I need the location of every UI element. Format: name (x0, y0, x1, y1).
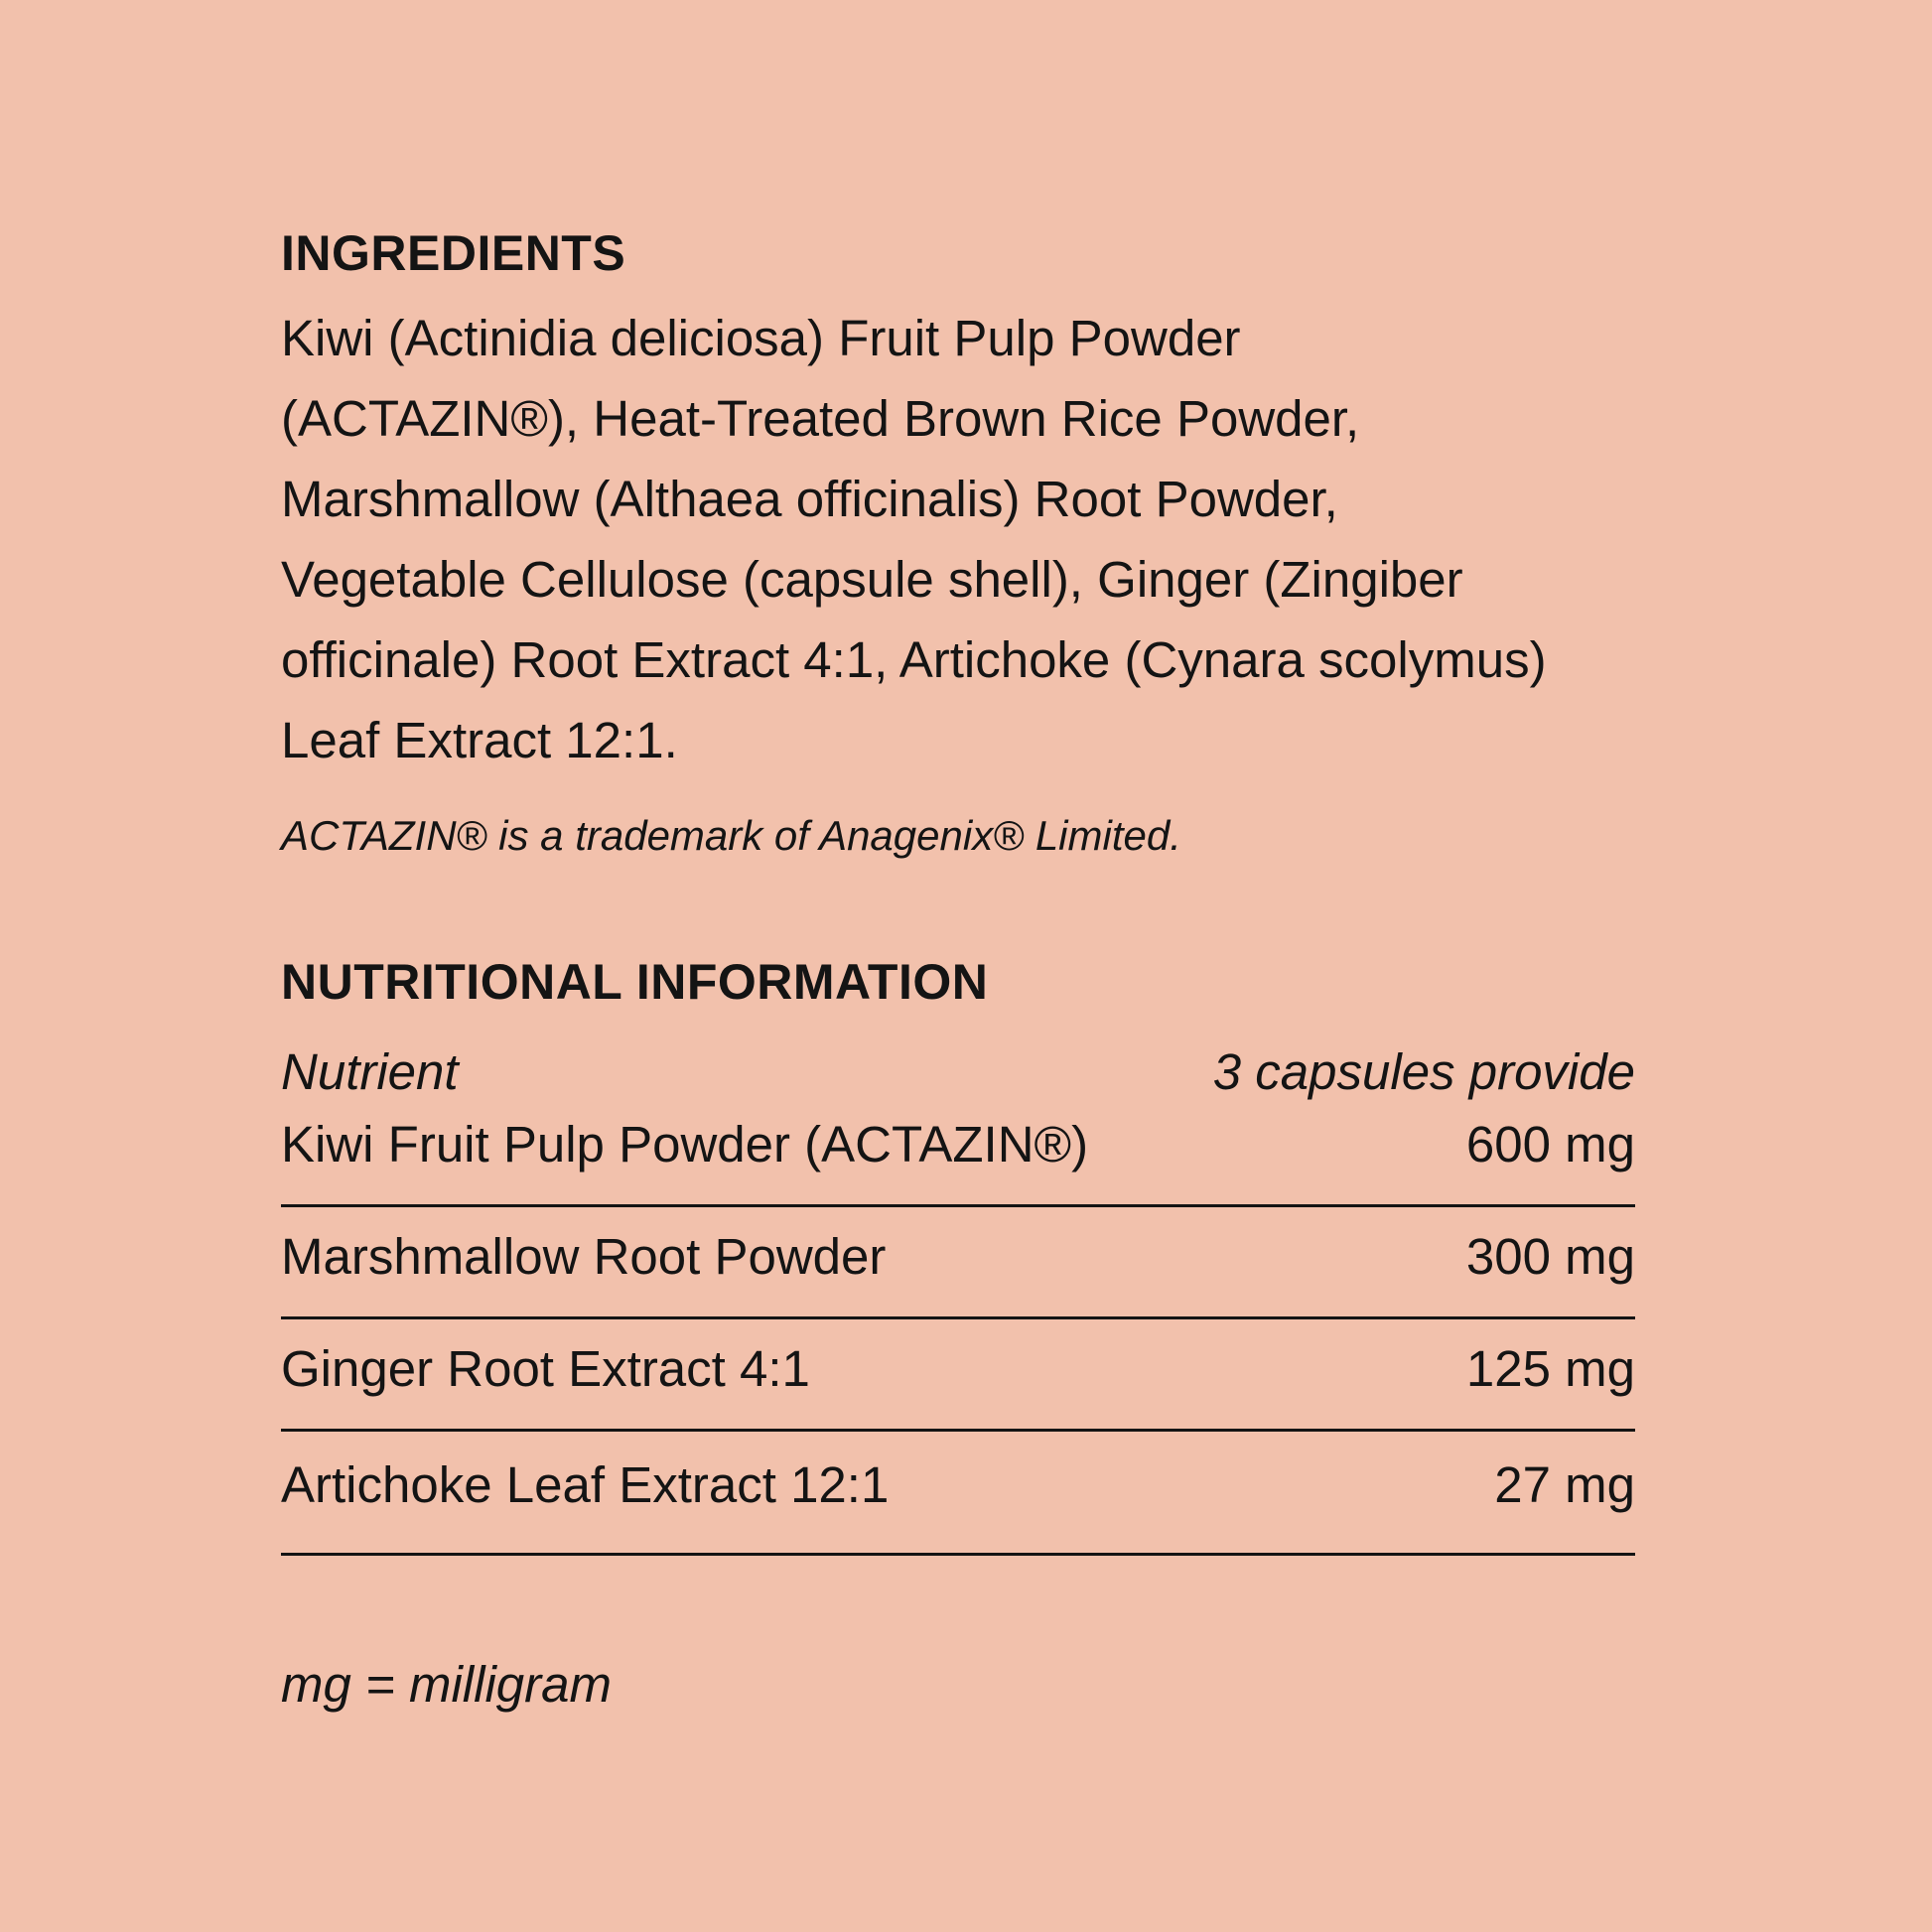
nutrient-name: Marshmallow Root Powder (281, 1228, 887, 1285)
ingredients-title: INGREDIENTS (281, 225, 626, 281)
label-panel (281, 222, 1635, 1717)
table-row (281, 1319, 1635, 1432)
table-row (281, 1104, 1635, 1207)
amount-column-header: 3 capsules provide (1212, 1043, 1635, 1100)
nutrient-name: Kiwi Fruit Pulp Powder (ACTAZIN®) (281, 1116, 1089, 1173)
ingredients-line: Kiwi (Actinidia deliciosa) Fruit Pulp Powder (281, 310, 1241, 366)
trademark-note: ACTAZIN® is a trademark of Anagenix® Limited. (281, 812, 1181, 859)
nutrient-amount: 600 mg (1465, 1116, 1635, 1173)
nutrient-amount: 125 mg (1465, 1340, 1635, 1397)
ingredients-line: (ACTAZIN®), Heat-Treated Brown Rice Powder, (281, 390, 1360, 447)
ingredients-list (281, 298, 1635, 780)
nutrition-title: NUTRITIONAL INFORMATION (281, 954, 989, 1010)
ingredients-line: officinale) Root Extract 4:1, Artichoke (Cynara scolymus) (281, 631, 1547, 688)
nutrition-table-header (281, 1040, 1635, 1104)
units-footnote: mg = milligram (281, 1656, 612, 1713)
ingredients-line: Vegetable Cellulose (capsule shell), Ginger (Zingiber (281, 551, 1463, 608)
nutrient-amount: 300 mg (1465, 1228, 1635, 1285)
nutrient-name: Ginger Root Extract 4:1 (281, 1340, 810, 1397)
nutrient-name: Artichoke Leaf Extract 12:1 (281, 1456, 890, 1513)
table-row (281, 1207, 1635, 1319)
nutrient-column-header: Nutrient (281, 1043, 459, 1100)
ingredients-line: Marshmallow (Althaea officinalis) Root Powder, (281, 471, 1338, 527)
nutrient-amount: 27 mg (1494, 1456, 1635, 1513)
table-row (281, 1432, 1635, 1556)
ingredients-line: Leaf Extract 12:1. (281, 712, 678, 768)
